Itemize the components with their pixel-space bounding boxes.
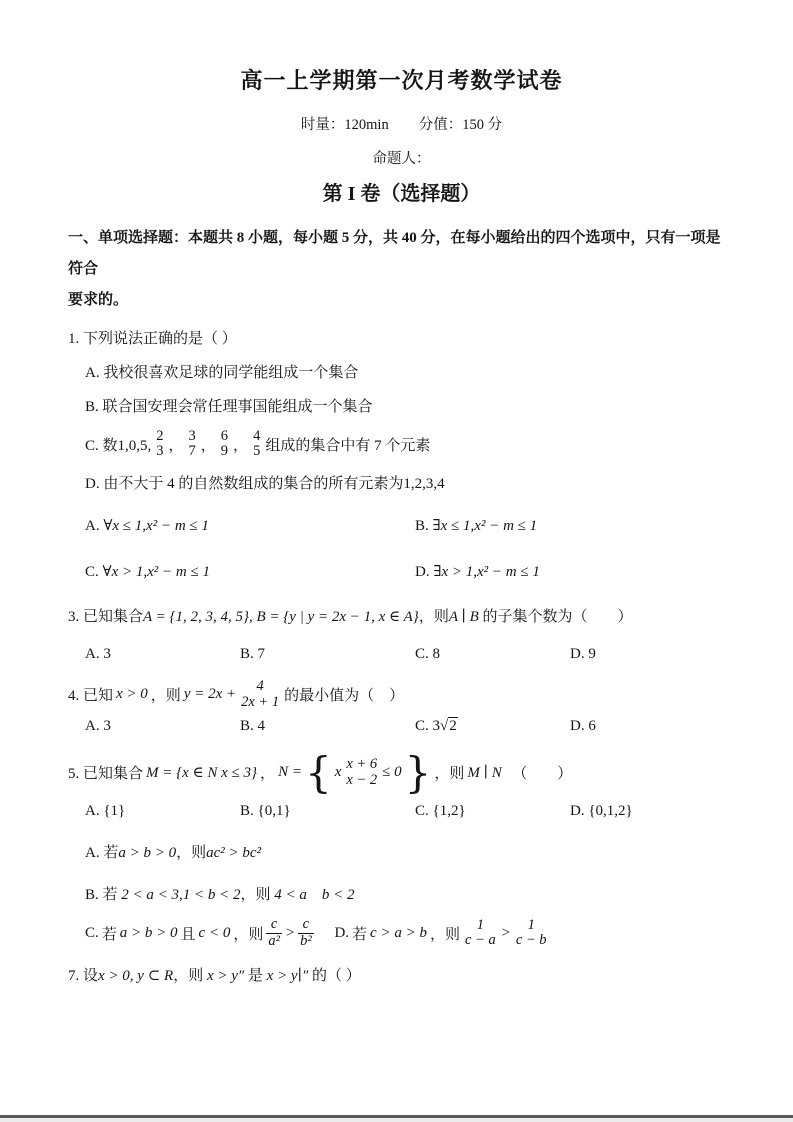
q6-option-d-formula: c > a > b	[370, 924, 427, 941]
q6-option-a	[85, 841, 735, 862]
part-one-title: 第 I 卷（选择题）	[322, 183, 481, 205]
question-4-stem	[68, 679, 404, 709]
q6-option-b-text: ，则	[240, 887, 271, 904]
q6-option-c-formula: c < 0	[198, 924, 231, 941]
q7-stem-formula: x > y″	[206, 967, 245, 984]
q6-option-b-formula: 4 < a b < 2	[274, 887, 355, 904]
question-1-stem: 1. 下列说法正确的是（ ）	[68, 331, 237, 347]
q1-option-c	[85, 429, 430, 459]
q3-option-b: B. 7	[240, 646, 266, 663]
q6-option-c-text: 且	[180, 926, 196, 943]
fraction-separator: ，	[233, 437, 249, 454]
q7-stem-text: 的（ ）	[308, 967, 361, 984]
q2-option-b	[415, 516, 735, 535]
question-3-stem	[68, 605, 735, 626]
q1-option-c-prefix: C. 数1,0,5,	[85, 437, 152, 454]
meta-duration: 时量：120min	[300, 117, 389, 133]
q7-stem-text: ，则	[173, 967, 207, 984]
q6-option-a-formula: ac² > bc²	[206, 845, 262, 862]
q2-option-a-label: A.	[85, 518, 100, 535]
q2-option-c-formula: ∀x > 1,x² − m ≤ 1	[102, 564, 210, 581]
q4-stem-text: 4. 已知	[68, 688, 114, 705]
q6-option-b-text: 若	[102, 887, 118, 904]
q6-option-d-text: ，则	[429, 926, 460, 943]
fraction: 2 3	[156, 428, 164, 460]
section-instructions-line1: 一、单项选择题：本题共 8 小题，每小题 5 分，共 40 分，在每小题给出的四个选项中，只有一项是符合	[68, 230, 721, 277]
exam-meta	[68, 113, 735, 134]
fraction: 1 c − a	[464, 916, 496, 949]
q3-options	[85, 646, 735, 663]
q7-stem-formula: x > y∣″	[266, 967, 309, 984]
right-brace: }	[404, 747, 432, 797]
q5-stem-formula: ≤ 0	[382, 764, 402, 781]
q5-option-c: C. {1,2}	[415, 803, 466, 820]
q6-option-a-text: 若	[103, 845, 119, 862]
fraction-separator: ，	[168, 437, 184, 454]
question-5	[68, 735, 735, 821]
q3-stem-formula: A ∣ B	[448, 609, 479, 626]
q2-option-c	[85, 562, 415, 581]
q6-option-a-formula: a > b > 0	[118, 845, 177, 862]
q6-option-d-text: 若	[352, 926, 368, 943]
q3-option-c: C. 8	[415, 646, 441, 663]
q6-option-c-formula: a > b > 0	[119, 924, 178, 941]
q4-stem-formula: x > 0	[116, 686, 148, 703]
q2-options-row2	[85, 562, 735, 581]
q6-option-b-label: B.	[85, 887, 99, 904]
q5-stem-formula: N =	[278, 764, 302, 781]
q2-option-a	[85, 516, 415, 535]
exam-title: 高一上学期第一次月考数学试卷	[240, 68, 563, 93]
section-instructions-line2: 要求的。	[68, 292, 129, 308]
q2-option-d	[415, 562, 735, 581]
exam-author: 命题人：	[372, 151, 431, 167]
question-1	[68, 327, 735, 493]
q6-option-c	[85, 917, 314, 948]
q4-option-c	[415, 718, 570, 735]
q6-option-d	[334, 918, 548, 948]
q2-option-b-label: B.	[415, 518, 429, 535]
q4-stem-text: ，则	[150, 688, 181, 705]
q4-option-c-prefix: C. 3	[415, 717, 441, 734]
question-7	[68, 964, 735, 985]
radicand: 2	[449, 717, 457, 734]
q5-stem-formula: x	[334, 764, 342, 781]
q6-option-b	[85, 883, 735, 904]
q3-stem-text: ，则	[418, 609, 449, 626]
q1-option-a: A. 我校很喜欢足球的同学能组成一个集合	[85, 365, 359, 381]
question-4	[68, 663, 735, 734]
q7-stem-formula: x > 0, y ⊂ R	[98, 967, 174, 984]
q5-stem-formula: M = {x ∈ N x ≤ 3}	[146, 765, 258, 782]
q6-option-a-text: ，则	[176, 845, 207, 862]
q7-stem-text: 是	[244, 967, 267, 984]
q3-option-d: D. 9	[570, 646, 596, 663]
q5-stem-text: ，	[260, 766, 276, 783]
fraction: 3 7	[188, 428, 196, 460]
q4-stem-formula: y = 2x +	[183, 686, 237, 703]
q4-options	[85, 718, 735, 735]
q2-option-b-formula: ∃x ≤ 1,x² − m ≤ 1	[432, 518, 538, 535]
q5-option-b: B. {0,1}	[240, 803, 291, 820]
fraction: $\frac{c}{\text{b²}}$	[300, 916, 312, 949]
q2-option-c-label: C.	[85, 564, 99, 581]
q6-option-c-text: ，则	[233, 926, 264, 943]
q6-option-b-formula: 2 < a < 3,1 < b < 2	[121, 887, 241, 904]
q6-option-a-label: A.	[85, 845, 100, 862]
q4-option-a: A. 3	[85, 717, 111, 734]
fraction: 4 2x + 1	[241, 678, 280, 710]
meta-score: 分值：150 分	[418, 117, 503, 133]
fraction-separator: ，	[200, 437, 216, 454]
q7-stem-text: 7. 设	[68, 967, 99, 984]
q1-option-c-suffix: 组成的集合中有 7 个元素	[265, 437, 431, 454]
section-instructions	[68, 223, 735, 316]
q4-stem-text: 的最小值为（ ）	[284, 688, 405, 705]
q1-option-b: B. 联合国安理会常任理事国能组成一个集合	[85, 399, 373, 415]
viewer-bottom-edge	[0, 1115, 793, 1118]
q3-stem-text: 3. 已知集合	[68, 609, 144, 626]
question-2-options	[68, 516, 735, 581]
q5-stem-formula: M ∣ N	[467, 765, 502, 782]
q6-option-c-label: C.	[85, 924, 99, 941]
left-brace: {	[304, 747, 332, 797]
q1-option-d: D. 由不大于 4 的自然数组成的集合的所有元素为1,2,3,4	[85, 476, 445, 493]
q3-stem-formula: A = {1, 2, 3, 4, 5}, B = {y | y = 2x − 1, x ∈ A}	[143, 609, 419, 626]
question-6-options	[68, 841, 735, 948]
q6-option-d-label: D.	[334, 924, 350, 941]
q3-stem-text: 的子集个数为（ ）	[478, 609, 633, 626]
q2-options-row1	[85, 516, 735, 535]
q2-option-d-label: D.	[415, 564, 430, 581]
fraction: x + 6 x − 2	[346, 756, 378, 788]
q5-stem-text: 5. 已知集合	[68, 766, 144, 783]
fraction: 1 c − b	[515, 916, 547, 949]
q5-stem-text: （ ）	[504, 766, 573, 783]
fraction: 4 5	[253, 428, 261, 460]
q6-option-c-text: 若	[101, 926, 117, 943]
q4-option-d: D. 6	[570, 717, 596, 734]
fraction: $\frac{c}{\text{a²}}$	[268, 916, 280, 949]
radical-sign: √	[440, 717, 449, 734]
question-3	[68, 605, 735, 663]
question-7-stem	[68, 964, 735, 985]
fraction: 6 9	[220, 428, 229, 460]
q5-stem-text: ，则	[434, 766, 465, 783]
q4-option-b: B. 4	[240, 717, 266, 734]
q2-option-a-formula: ∀x ≤ 1,x² − m ≤ 1	[103, 518, 209, 535]
relation-sign: >	[284, 924, 296, 941]
q3-option-a: A. 3	[85, 646, 111, 663]
question-5-stem	[68, 747, 573, 797]
q5-option-a: A. {1}	[85, 803, 126, 820]
q2-option-d-formula: ∃x > 1,x² − m ≤ 1	[433, 564, 540, 581]
q5-option-d: D. {0,1,2}	[570, 803, 633, 820]
relation-sign: >	[500, 924, 511, 941]
q5-options	[85, 803, 735, 820]
